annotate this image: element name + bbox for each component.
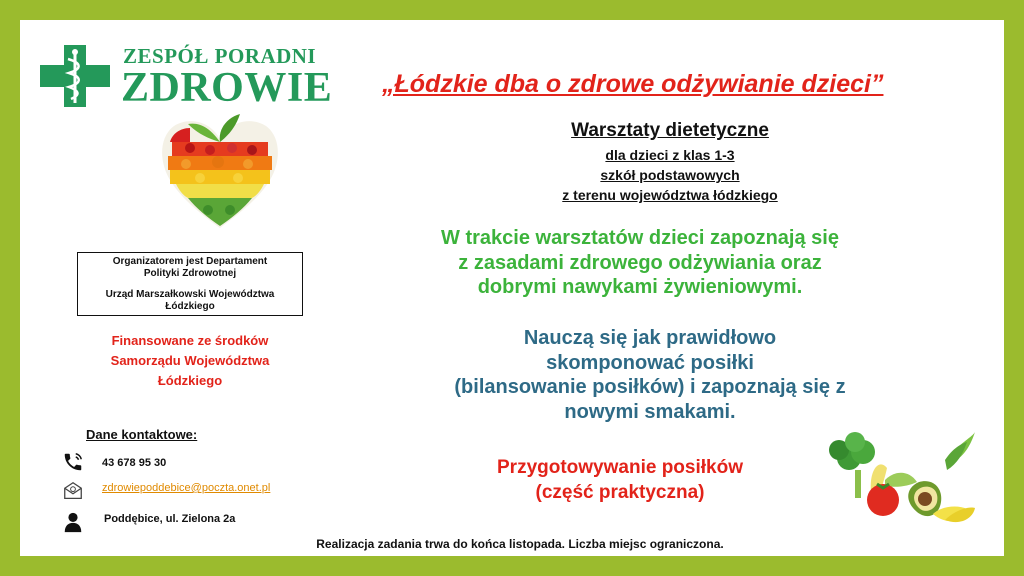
paragraph-line: (część praktyczna) (535, 482, 705, 503)
footer-note: Realizacja zadania trwa do końca listopada. Liczba miejsc ograniczona. (316, 537, 724, 551)
paragraph-line: (bilansowanie posiłków) i zapoznają się z (454, 376, 846, 398)
funding-line: Łódzkiego (157, 373, 223, 388)
workshop-line: szkół podstawowych (600, 167, 740, 183)
medical-cross-logo-icon (40, 45, 110, 107)
funding-line: Samorządu Województwa (110, 353, 270, 368)
envelope-icon (62, 480, 84, 502)
organizer-line: Polityki Zdrowotnej (143, 268, 237, 279)
person-icon (62, 511, 84, 533)
workshop-line: dla dzieci z klas 1-3 (605, 147, 735, 163)
contact-phone: 43 678 95 30 (102, 457, 167, 469)
contact-email-link[interactable]: zdrowiepoddebice@poczta.onet.pl (102, 482, 271, 494)
logo-title-line2: ZDROWIE (121, 65, 333, 111)
workshop-title: Warsztaty dietetyczne (571, 120, 769, 141)
paragraph-green (350, 226, 930, 300)
paragraph-line: W trakcie warsztatów dzieci zapoznają się (441, 227, 839, 249)
contact-address: Poddębice, ul. Zielona 2a (104, 513, 236, 525)
poster-card (20, 20, 1004, 556)
paragraph-line: nowymi smakami. (564, 400, 736, 423)
organizer-line: Łódzkiego (165, 301, 215, 312)
paragraph-red (420, 455, 820, 505)
organizer-line: Urząd Marszałkowski Województwa (105, 289, 275, 300)
fruit-heart-image (160, 112, 280, 230)
phone-icon (62, 451, 84, 473)
paragraph-line: Przygotowywanie posiłków (497, 457, 743, 478)
workshop-line: z terenu województwa łódzkiego (562, 187, 778, 203)
paragraph-line: skomponować posiłki (546, 351, 754, 374)
organizer-box (77, 252, 303, 316)
vegetables-image (825, 430, 975, 530)
organizer-line: Organizatorem jest Departament (112, 256, 268, 267)
paragraph-line: dobrymi nawykami żywieniowymi. (477, 276, 803, 298)
funding-line: Finansowane ze środków (111, 333, 269, 348)
logo-title-line1: ZESPÓŁ PORADNI (123, 44, 317, 68)
slogan: „Łódzkie dba o zdrowe odżywianie dzieci” (382, 70, 884, 98)
contacts-heading: Dane kontaktowe: (86, 427, 198, 442)
funding-note (77, 331, 303, 391)
paragraph-line: z zasadami zdrowego odżywiania oraz (458, 251, 822, 274)
paragraph-line: Nauczą się jak prawidłowo (523, 327, 777, 349)
paragraph-blue (350, 326, 950, 424)
